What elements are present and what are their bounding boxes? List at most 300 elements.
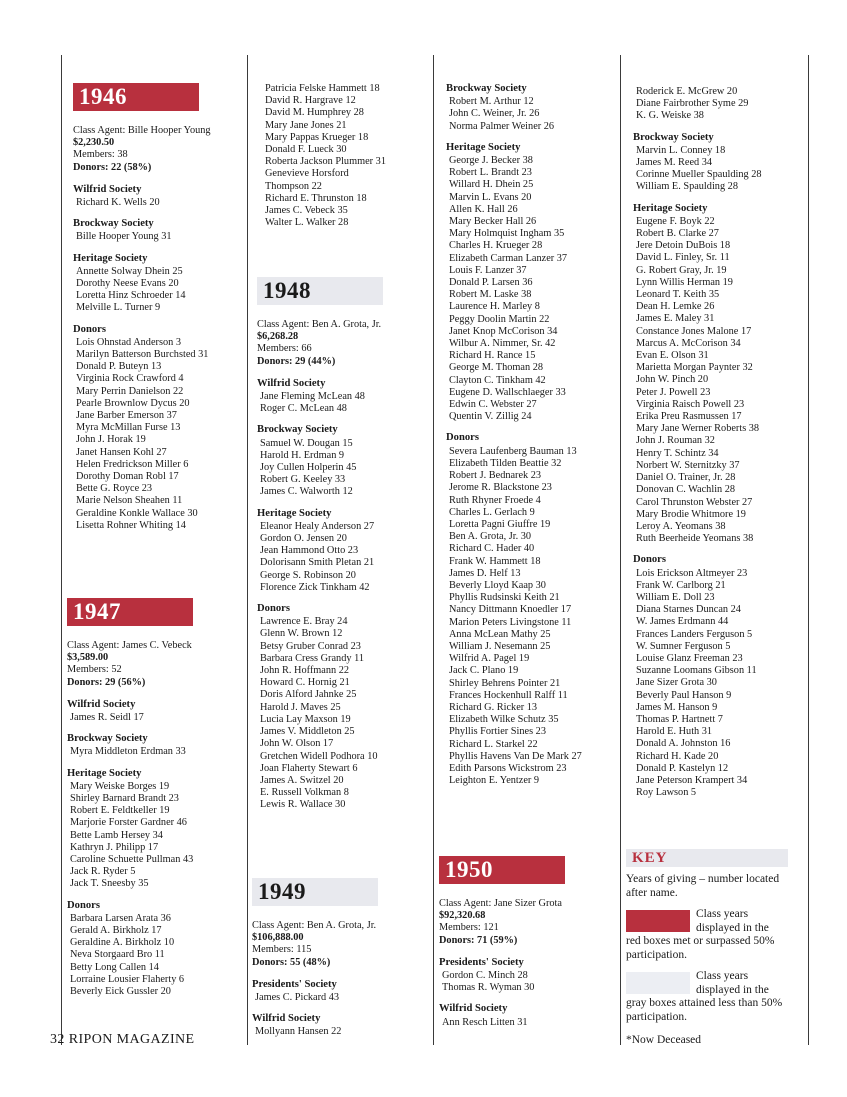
wilfrid-society [73,184,243,209]
list-item: James V. Middleton 25 [260,726,355,738]
list-item: Genevieve Horsford Thompson 22 [265,168,349,192]
list-item: Lewis R. Wallace 30 [260,799,346,811]
list-item: Peggy Doolin Martin 22 [449,313,550,325]
list-item: Marcus A. McCorison 34 [636,337,741,349]
list-item: Pearle Brownlow Dycus 20 [76,397,190,409]
list-item: K. G. Weiske 38 [636,110,704,122]
list-item: Gordon O. Jensen 20 [260,533,347,545]
list-item: John C. Weiner, Jr. 26 [449,108,540,120]
group-title: Brockway Society [633,131,714,143]
list-item: Betty Long Callen 14 [70,961,159,973]
page-footer [50,1032,194,1048]
list-item: Florence Zick Tinkham 42 [260,581,370,593]
section-1948 [257,277,427,821]
year-box-1947 [67,598,193,626]
list-item: Diane Fairbrother Syme 29 [636,98,749,110]
heritage-society [67,768,242,891]
list-item: Neva Storgaard Bro 11 [70,949,165,961]
list-item: Robert M. Laske 38 [449,289,532,301]
section-1946 [73,83,243,541]
list-item: Marilyn Batterson Burchsted 31 [76,349,209,361]
brockway-society [633,132,805,194]
class-donors: Donors: 55 (48%) [252,956,331,968]
list-item: Donald P. Larsen 36 [449,277,533,289]
key-gray-desc-b: gray boxes attained less than 50% participation. [626,997,783,1023]
list-item: Lawrence E. Bray 24 [260,616,348,628]
key-panel [626,849,788,1046]
list-item: Betsy Gruber Conrad 23 [260,640,361,652]
group-title: Presidents' Society [439,956,524,968]
class-agent: Class Agent: Ben A. Grota, Jr. [257,319,382,330]
group-title: Brockway Society [257,424,338,436]
list-item: Beverly Paul Hanson 9 [636,689,732,701]
list-item: Donald P. Buteyn 13 [76,361,162,373]
list-item: Roy Lawson 5 [636,787,697,799]
list-item: Richard L. Starkel 22 [449,738,538,750]
class-amount: $2,230.50 [73,137,115,149]
list-item: Caroline Schuette Pullman 43 [70,854,194,866]
list-item: Patricia Felske Hammett 18 [265,83,380,94]
class-amount: $106,888.00 [252,932,304,944]
list-item: Loretta Pagni Giuffre 19 [449,518,551,530]
list-item: Kathryn J. Philipp 17 [70,841,159,853]
year-label: 1946 [79,83,127,109]
group-title: Donors [633,554,666,566]
class-info [252,920,427,969]
list-item: Donald F. Lueck 30 [265,144,347,156]
list-item: Helen Fredrickson Miller 6 [76,458,189,470]
list-item: Joan Flaherty Stewart 6 [260,762,358,774]
list-item: Geraldine Konkle Wallace 30 [76,507,198,519]
list-item: James E. Maley 31 [636,313,715,325]
list-item: Richard G. Ricker 13 [449,701,538,713]
list-item: Annette Solway Dhein 25 [76,265,183,277]
list-item: James M. Reed 34 [636,157,713,169]
heritage-society [446,142,616,424]
list-item: Jane Sizer Grota 30 [636,677,717,689]
group-title: Wilfrid Society [252,1013,321,1025]
list-item: Walter L. Walker 28 [265,217,349,229]
list-item: Barbara Larsen Arata 36 [70,912,171,924]
list-item: Frank W. Hammett 18 [449,555,541,567]
class-donors: Donors: 22 (58%) [73,161,152,173]
section-1947-continued [262,83,422,229]
group-title: Wilfrid Society [257,377,326,389]
list-item: Suzanne Loomans Gibson 11 [636,665,757,677]
list-item: James C. Walworth 12 [260,486,353,498]
section-1947 [67,598,242,1007]
list-item: Jane Barber Emerson 37 [76,410,177,422]
list-item: John R. Hoffmann 22 [260,665,350,677]
list-item: Dolorisann Smith Pletan 21 [260,557,375,569]
class-info [67,640,242,689]
class-amount: $6,268.28 [257,331,299,343]
list-item: Phyllis Fortier Sines 23 [449,726,546,738]
key-gray-desc-a: Class years displayed in the [696,970,769,996]
list-item: Jerome R. Blackstone 23 [449,482,552,494]
key-title-text: KEY [632,849,668,866]
list-item: Samuel W. Dougan 15 [260,437,353,449]
list-item: Thomas P. Hartnett 7 [636,713,723,725]
list-item: Wilfrid A. Pagel 19 [449,653,530,665]
gray-swatch [626,972,690,994]
list-item: Phyllis Havens Van De Mark 27 [449,750,582,762]
list-item: Jere Detoin DuBois 18 [636,240,731,252]
list-item: Jack R. Ryder 5 [70,866,136,878]
donors-list [73,324,243,532]
list-item: Lisetta Rohner Whiting 14 [76,519,186,531]
group-title: Brockway Society [73,218,154,230]
list-item: Gerald A. Birkholz 17 [70,925,162,937]
list-item: Marion Peters Livingstone 11 [449,616,572,628]
list-item: Marjorie Forster Gardner 46 [70,817,187,829]
list-item: Mary Pappas Krueger 18 [265,131,369,143]
list-item: Shirley Barnard Brandt 23 [70,793,179,805]
list-item: Lois Ohnstad Anderson 3 [76,336,181,348]
list-item: James R. Seidl 17 [70,712,144,724]
list-item: Harold E. Huth 31 [636,726,713,738]
group-title: Donors [73,323,106,335]
column-rule-5 [808,55,809,1045]
list-item: Mary Weiske Borges 19 [70,780,170,792]
magazine-name: RIPON MAGAZINE [68,1032,195,1047]
class-members: Members: 52 [67,664,122,676]
list-item: Charles H. Krueger 28 [449,240,543,252]
list-item: Corinne Mueller Spaulding 28 [636,169,762,181]
list-item: Robert L. Brandt 23 [449,167,532,179]
list-item: Peter J. Powell 23 [636,386,711,398]
group-title: Heritage Society [446,141,521,153]
list-item: Clayton C. Tinkham 42 [449,374,546,386]
wilfrid-society [67,699,242,724]
donors-list [67,900,242,999]
wilfrid-society [257,378,427,416]
list-item: Diana Starnes Duncan 24 [636,604,741,616]
list-item: Mary Becker Hall 26 [449,216,537,228]
heritage-society [633,203,805,546]
class-agent: Class Agent: James C. Vebeck [67,640,192,651]
list-item: Ruth Beerheide Yeomans 38 [636,533,754,545]
list-item: Myra Middleton Erdman 33 [70,746,186,758]
year-label: 1948 [263,277,311,303]
list-item: Dorothy Neese Evans 20 [76,278,179,290]
list-item: Robert M. Arthur 12 [449,96,534,108]
list-item: John J. Rouman 32 [636,435,715,447]
list-item: Phyllis Rudsinski Keith 21 [449,592,560,604]
list-item: Doris Alford Jahnke 25 [260,689,357,701]
list-item: G. Robert Gray, Jr. 19 [636,264,727,276]
class-amount: $3,589.00 [67,652,109,664]
list-item: Roberta Jackson Plummer 31 [265,156,386,168]
class-donors: Donors: 29 (44%) [257,355,336,367]
list-item: Bette Lamb Hersey 34 [70,829,163,841]
key-gray-row [626,970,788,1024]
list-item: Charles L. Gerlach 9 [449,506,535,518]
list-item: Wilbur A. Nimmer, Sr. 42 [449,338,556,350]
list-item: James A. Switzel 20 [260,774,344,786]
list-item: James C. Vebeck 35 [265,205,348,217]
list-item: Frances Landers Ferguson 5 [636,628,753,640]
class-info [73,125,243,174]
list-item: Jack C. Plano 19 [449,665,519,677]
column-rule-1 [61,55,62,1045]
list-item: Melville L. Turner 9 [76,302,161,314]
list-item: Louis F. Lanzer 37 [449,264,527,276]
list-item: Jane Peterson Krampert 34 [636,774,748,786]
group-title: Heritage Society [257,507,332,519]
section-1949-continued [446,83,616,796]
list-item: Mary Perrin Danielson 22 [76,385,184,397]
list-item: Elizabeth Carman Lanzer 37 [449,252,568,264]
list-item: Myra McMillan Furse 13 [76,422,181,434]
list-item: William J. Nesemann 25 [449,640,551,652]
brockway-society [257,424,427,498]
list-item: David L. Finley, Sr. 11 [636,252,730,264]
list-item: Marie Nelson Sheahen 11 [76,495,183,507]
column-rule-3 [433,55,434,1045]
year-box-1948 [257,277,383,305]
year-box-1950 [439,856,565,884]
list-item: Donovan C. Wachlin 28 [636,484,736,496]
list-item: Norbert W. Sternitzky 37 [636,459,740,471]
column-rule-2 [247,55,248,1045]
class-members: Members: 66 [257,343,312,355]
list-item: Mary Brodie Whitmore 19 [636,508,746,520]
year-label: 1947 [73,598,121,624]
list-item: David R. Hargrave 12 [265,95,356,107]
list-item: Mary Holmquist Ingham 35 [449,228,565,240]
list-item: W. James Erdmann 44 [636,616,729,628]
list-item: Bette G. Royce 23 [76,483,153,495]
list-item: George S. Robinson 20 [260,569,356,581]
donors-list [446,432,616,787]
list-item: Mary Jane Jones 21 [265,119,347,131]
group-title: Donors [67,899,100,911]
list-item: Jean Hammond Otto 23 [260,545,359,557]
list-item: W. Sumner Ferguson 5 [636,640,731,652]
list-item: Roger C. McLean 48 [260,403,347,415]
list-item: Eleanor Healy Anderson 27 [260,520,375,532]
list-item: Thomas R. Wyman 30 [442,982,535,994]
group-title: Heritage Society [73,252,148,264]
list-item: Donald P. Kastelyn 12 [636,762,729,774]
list-item: George M. Thoman 28 [449,362,543,374]
list-item: James D. Helf 13 [449,567,521,579]
key-red-desc-a: Class years displayed in the [696,908,769,934]
group-title: Donors [257,603,290,615]
list-item: Shirley Behrens Pointer 21 [449,677,561,689]
list-item: Virginia Rock Crawford 4 [76,373,184,385]
class-info [439,898,614,947]
list-item: James M. Hanson 9 [636,701,718,713]
list-item: Jane Fleming McLean 48 [260,391,365,403]
year-label: 1949 [258,878,306,904]
list-item: Dorothy Doman Robl 17 [76,471,179,483]
presidents-society [439,957,614,995]
list-item: Marietta Morgan Paynter 32 [636,362,753,374]
list-item: E. Russell Volkman 8 [260,787,349,799]
key-red-desc-b: red boxes met or surpassed 50% participation. [626,935,775,961]
list-item: William E. Doll 23 [636,591,715,603]
list-item: Edwin C. Webster 27 [449,399,537,411]
list-item: Louise Glanz Freeman 23 [636,652,743,664]
list-item: Harold J. Maves 25 [260,701,341,713]
brockway-society [67,733,242,758]
list-item: Elizabeth Wilke Schutz 35 [449,714,559,726]
list-item: Richard E. Thrunston 18 [265,192,367,204]
class-members: Members: 121 [439,922,499,934]
class-amount: $92,320.68 [439,910,486,922]
list-item: Donald A. Johnston 16 [636,738,731,750]
list-item: Gordon C. Minch 28 [442,970,528,982]
group-title: Wilfrid Society [67,698,136,710]
key-red-row [626,908,788,962]
section-1950 [439,856,614,1038]
list-item: Robert B. Clarke 27 [636,228,719,240]
donors-list [257,603,427,811]
list-item: Robert E. Feldtkeller 19 [70,805,170,817]
list-item: John J. Horak 19 [76,434,146,446]
list-item: Lois Erickson Altmeyer 23 [636,567,748,579]
list-item: Daniel O. Trainer, Jr. 28 [636,472,736,484]
list-item: Robert J. Bednarek 23 [449,470,542,482]
list-item: Gretchen Widell Podhora 10 [260,750,378,762]
list-item: Frank W. Carlborg 21 [636,579,726,591]
list-item: Geraldine A. Birkholz 10 [70,937,175,949]
list-item: William E. Spaulding 28 [636,181,738,193]
class-agent: Class Agent: Bille Hooper Young [73,125,211,136]
deceased-note: *Now Deceased [626,1034,702,1046]
list-item: Lorraine Lousier Flaherty 6 [70,973,185,985]
list-item: Richard H. Kade 20 [636,750,719,762]
list-item: Harold H. Erdman 9 [260,449,345,461]
list-item: Leroy A. Yeomans 38 [636,520,726,532]
key-intro: Years of giving – number located after name. [626,873,780,899]
year-label: 1950 [445,856,493,882]
list-item: David M. Humphrey 28 [265,107,364,119]
donors-list-continued [262,83,422,229]
list-item: Anna McLean Mathy 25 [449,628,551,640]
list-item: Frances Hockenhull Ralff 11 [449,689,568,701]
list-item: Norma Palmer Weiner 26 [449,120,555,132]
list-item: Severa Laufenberg Bauman 13 [449,445,577,457]
column-rule-4 [620,55,621,1045]
page-number: 32 [50,1032,65,1047]
list-item: Janet Hansen Kohl 27 [76,446,167,458]
list-item: Eugene D. Wallschlaeger 33 [449,386,566,398]
list-item: Henry T. Schintz 34 [636,447,719,459]
list-item: Beverly Lloyd Kaap 30 [449,579,546,591]
list-item: Leonard T. Keith 35 [636,289,720,301]
list-item: Mollyann Hansen 22 [255,1026,342,1038]
list-item: Bille Hooper Young 31 [76,231,172,243]
group-title: Wilfrid Society [73,183,142,195]
list-item: Roderick E. McGrew 20 [636,86,738,97]
list-item: Richard H. Rance 15 [449,350,536,362]
list-item: Virginia Raisch Powell 23 [636,398,745,410]
heritage-society [257,508,427,594]
list-item: Allen K. Hall 26 [449,203,518,215]
list-item: Erika Preu Rasmussen 17 [636,411,742,423]
list-item: Nancy Dittmann Knoedler 17 [449,604,572,616]
list-item: Robert G. Keeley 33 [260,474,346,486]
group-title: Presidents' Society [252,978,337,990]
brockway-society [73,218,243,243]
list-item: Ann Resch Litten 31 [442,1016,528,1028]
list-item: Dean H. Lemke 26 [636,301,715,313]
list-item: Janet Knop McCorison 34 [449,325,558,337]
list-item: Glenn W. Brown 12 [260,628,343,640]
donors-list [633,554,805,799]
list-item: Joy Cullen Holperin 45 [260,462,357,474]
class-donors: Donors: 71 (59%) [439,934,518,946]
list-item: Marvin L. Evans 20 [449,191,532,203]
key-title [626,849,788,867]
list-item: Marvin L. Conney 18 [636,144,726,156]
class-agent: Class Agent: Jane Sizer Grota [439,898,562,909]
wilfrid-society [252,1013,427,1038]
list-item: Lynn Willis Herman 19 [636,276,733,288]
year-box-1949 [252,878,378,906]
wilfrid-society [439,1003,614,1028]
heritage-society [73,253,243,315]
red-swatch [626,910,690,932]
group-title: Wilfrid Society [439,1003,508,1015]
list-item: Quentin V. Zillig 24 [449,411,532,423]
list-item: Elizabeth Tilden Beattie 32 [449,457,562,469]
list-item: John W. Olson 17 [260,738,334,750]
section-1950-continued [633,86,805,808]
list-item: Richard C. Hader 40 [449,543,535,555]
list-item: Eugene F. Boyk 22 [636,215,715,227]
list-item: George J. Becker 38 [449,155,533,167]
group-title: Brockway Society [67,733,148,745]
class-agent: Class Agent: Ben A. Grota, Jr. [252,920,377,931]
group-title: Brockway Society [446,83,527,94]
list-item: Ruth Rhyner Froede 4 [449,494,541,506]
list-item: Leighton E. Yentzer 9 [449,775,540,787]
list-item: Constance Jones Malone 17 [636,325,752,337]
list-item: Carol Thrunston Webster 27 [636,496,753,508]
group-title: Heritage Society [67,767,142,779]
group-title: Heritage Society [633,202,708,214]
list-item: Barbara Cress Grandy 11 [260,652,364,664]
class-members: Members: 115 [252,944,312,956]
year-box-1946 [73,83,199,111]
list-item: Beverly Eick Gussler 20 [70,986,171,998]
list-item: Jack T. Sneesby 35 [70,878,149,890]
brockway-society [446,83,616,133]
list-item: Lucia Lay Maxson 19 [260,713,351,725]
presidents-society [252,979,427,1004]
class-donors: Donors: 29 (56%) [67,676,146,688]
list-item: Laurence H. Marley 8 [449,301,540,313]
class-info [257,319,427,368]
list-item: Richard K. Wells 20 [76,197,160,209]
group-title: Donors [446,432,479,444]
class-members: Members: 38 [73,149,128,161]
list-item: Edith Parsons Wickstrom 23 [449,762,567,774]
list-item: Ben A. Grota, Jr. 30 [449,531,532,543]
wilfrid-society-continued [633,86,805,123]
list-item: Willard H. Dhein 25 [449,179,534,191]
list-item: James C. Pickard 43 [255,992,340,1004]
section-1949 [252,878,427,1048]
list-item: Mary Jane Werner Roberts 38 [636,423,760,435]
list-item: Loretta Hinz Schroeder 14 [76,290,186,302]
list-item: Evan E. Olson 31 [636,350,709,362]
list-item: John W. Pinch 20 [636,374,709,386]
